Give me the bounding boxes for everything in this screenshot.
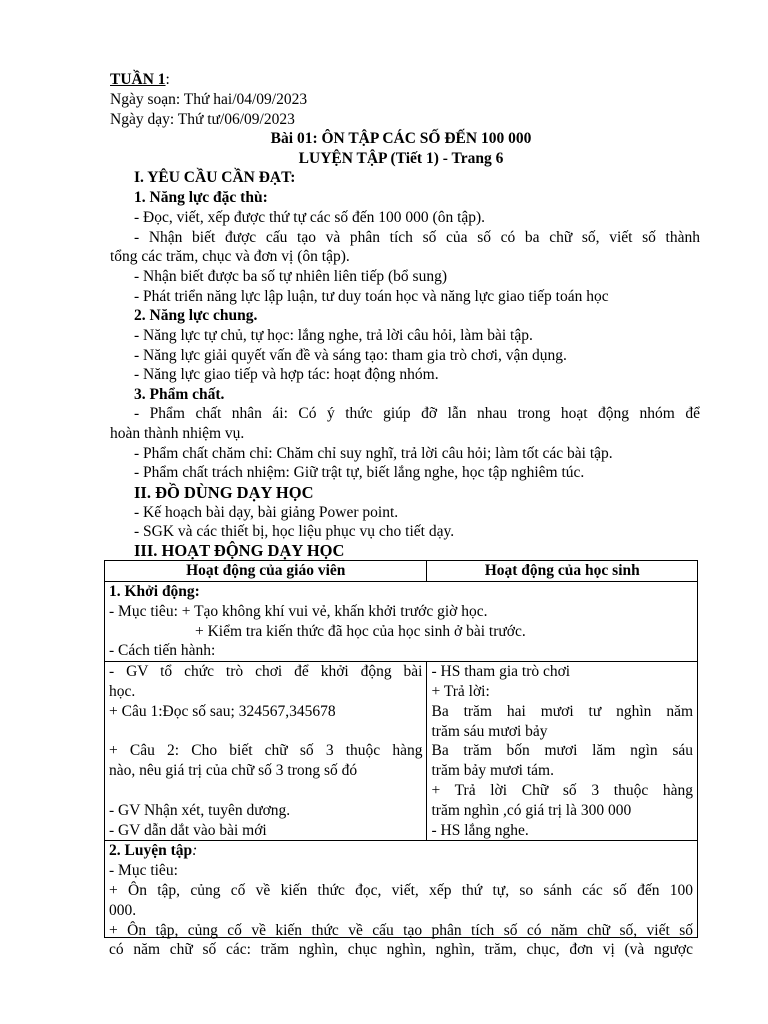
student-line: trăm bảy mươi tám. <box>431 762 554 780</box>
material-item: - Kế hoạch bài dạy, bài giảng Power point. <box>134 504 399 521</box>
practice-line: + Ôn tập, củng cố về kiến thức đọc, viết, xếp thứ tự, so sánh các số đến 100 <box>109 881 693 899</box>
requirement-item: - Đọc, viết, xếp được thứ tự các số đến 100 000 (ôn tập). <box>134 209 486 226</box>
subsection-3-heading: 3. Phẩm chất. <box>134 386 225 403</box>
student-line: - HS tham gia trò chơi <box>431 663 571 681</box>
student-line: trăm nghìn ,có giá trị là 300 000 <box>431 801 632 819</box>
requirement-item: - Phát triển năng lực lập luận, tư duy toán học và năng lực giao tiếp toán học <box>134 288 609 305</box>
teacher-line: - GV dẫn dắt vào bài mới <box>109 821 267 839</box>
quality-item: - Phẩm chất trách nhiệm: Giữ trật tự, biết lắng nghe, học tập nghiêm túc. <box>134 464 585 481</box>
practice-line: 000. <box>109 901 137 919</box>
student-line: Ba trăm bốn mươi lăm ngìn sáu <box>431 742 693 760</box>
warmup-process: - Cách tiến hành: <box>109 642 216 660</box>
week-suffix: : <box>165 71 170 88</box>
lesson-subtitle: LUYỆN TẬP (Tiết 1) - Trang 6 <box>298 150 504 167</box>
subsection-2-heading: 2. Năng lực chung. <box>134 307 258 324</box>
teacher-column-header: Hoạt động của giáo viên <box>105 561 427 582</box>
table-row <box>105 662 698 841</box>
warmup-intro-cell <box>105 582 698 662</box>
practice-line: có năm chữ số các: trăm nghìn, chục nghìn, nghìn, trăm, chục, đơn vị (và ngược <box>109 941 693 959</box>
material-item: - SGK và các thiết bị, học liệu phục vụ cho tiết dạy. <box>134 523 455 540</box>
practice-heading-line <box>109 841 693 861</box>
student-column-header: Hoạt động của học sinh <box>427 561 698 582</box>
warmup-heading: 1. Khởi động: <box>109 583 200 600</box>
teacher-line: - GV Nhận xét, tuyên dương. <box>109 801 291 819</box>
teaching-date: Ngày dạy: Thứ tư/06/09/2023 <box>110 111 295 128</box>
practice-heading: 2. Luyện tập <box>109 842 193 860</box>
practice-line: - Mục tiêu: <box>109 862 178 880</box>
blank-line <box>109 781 422 801</box>
table-row <box>105 841 698 938</box>
practice-content <box>109 841 693 959</box>
requirement-item: - Nhận biết được cấu tạo và phân tích số của số có ba chữ số, viết số thành <box>134 229 700 246</box>
competency-item: - Năng lực giao tiếp và hợp tác: hoạt động nhóm. <box>134 366 439 383</box>
section-2-heading: II. ĐỒ DÙNG DẠY HỌC <box>134 483 314 502</box>
requirement-item: tổng các trăm, chục và đơn vị (ôn tập). <box>110 248 350 265</box>
week-line <box>110 70 700 90</box>
lesson-title: Bài 01: ÔN TẬP CÁC SỐ ĐẾN 100 000 <box>270 130 532 147</box>
table-row <box>105 582 698 662</box>
quality-item: - Phẩm chất chăm chỉ: Chăm chỉ suy nghĩ, trả lời câu hỏi; làm tốt các bài tập. <box>134 445 613 462</box>
warmup-goal: + Kiểm tra kiến thức đã học của học sinh ở bài trước. <box>195 622 526 640</box>
teacher-activity-cell <box>105 662 427 841</box>
student-line: Ba trăm hai mươi tư nghìn năm <box>431 702 693 720</box>
teacher-line: học. <box>109 682 136 700</box>
warmup-goal: - Mục tiêu: + Tạo không khí vui vẻ, khấn khởi trước giờ học. <box>109 602 488 620</box>
student-line: + Trả lời Chữ số 3 thuộc hàng <box>431 781 693 799</box>
student-line: - HS lắng nghe. <box>431 821 529 839</box>
week-label: TUẦN 1 <box>110 71 166 88</box>
quality-item: - Phẩm chất nhân ái: Có ý thức giúp đỡ lẫn nhau trong hoạt động nhóm để <box>134 405 700 422</box>
quality-item: hoàn thành nhiệm vụ. <box>110 425 245 442</box>
section-1-heading: I. YÊU CẦU CẦN ĐẠT: <box>134 169 296 186</box>
practice-cell <box>105 841 698 959</box>
table-header-row <box>105 561 698 582</box>
requirement-item: - Nhận biết được ba số tự nhiên liên tiếp (bổ sung) <box>134 268 447 285</box>
student-line: + Trả lời: <box>431 682 490 700</box>
blank-line <box>109 722 422 742</box>
practice-line: + Ôn tập, củng cố về kiến thức về cấu tạo phân tích số có năm chữ số, viết số <box>109 921 693 939</box>
section-3-heading: III. HOẠT ĐỘNG DẠY HỌC <box>134 541 345 560</box>
subsection-1-heading: 1. Năng lực đặc thù: <box>134 189 268 206</box>
teacher-line: nào, nêu giá trị của chữ số 3 trong số đó <box>109 762 358 780</box>
activities-table <box>104 560 698 959</box>
teacher-line: - GV tổ chức trò chơi để khởi động bài <box>109 663 423 681</box>
teacher-line: + Câu 1:Đọc số sau; 324567,345678 <box>109 702 336 720</box>
prepared-date: Ngày soạn: Thứ hai/04/09/2023 <box>110 91 308 108</box>
practice-heading-suffix: : <box>192 842 198 860</box>
teacher-line: + Câu 2: Cho biết chữ số 3 thuộc hàng <box>109 742 423 760</box>
student-activity-cell <box>427 662 698 841</box>
student-line: trăm sáu mươi bảy <box>431 722 548 740</box>
competency-item: - Năng lực giải quyết vấn đề và sáng tạo: tham gia trò chơi, vận dụng. <box>134 347 567 364</box>
competency-item: - Năng lực tự chủ, tự học: lắng nghe, trả lời câu hỏi, làm bài tập. <box>134 327 533 344</box>
